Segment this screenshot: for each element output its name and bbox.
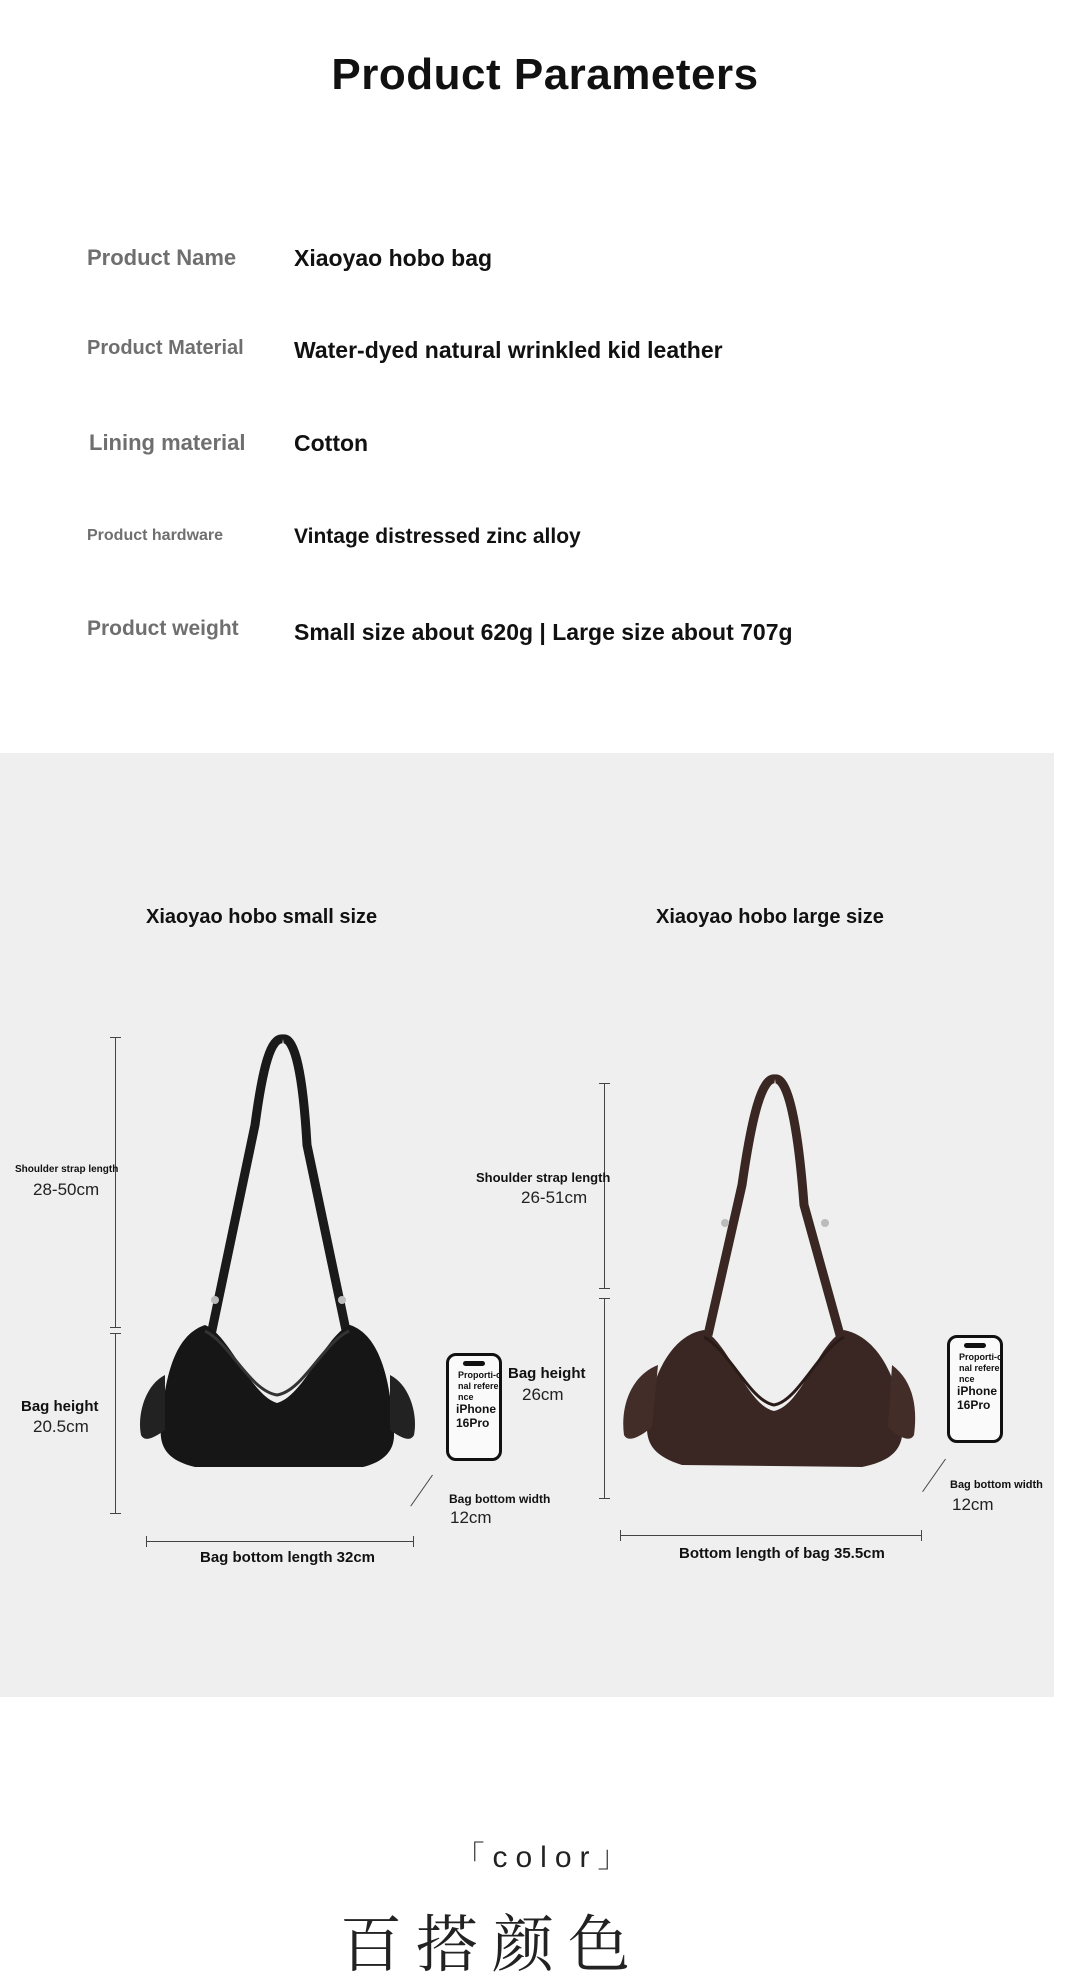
tick [413, 1536, 414, 1547]
small-width-value: 12cm [450, 1508, 492, 1527]
param-label: Product weight [87, 617, 239, 640]
tick [110, 1327, 121, 1328]
color-heading: 「color」 [454, 1841, 636, 1874]
width-dimension-line [922, 1459, 946, 1492]
small-phone-height-label: Bag height [508, 1365, 586, 1382]
small-strap-label: Shoulder strap length [15, 1164, 119, 1175]
length-dimension-line [620, 1535, 922, 1536]
large-width-label: Bag bottom width [950, 1479, 1043, 1491]
large-size-title: Xiaoyao hobo large size [656, 906, 884, 928]
large-length-label: Bottom length of bag 35.5cm [679, 1545, 885, 1562]
small-bag-image [135, 1035, 420, 1475]
large-strap-value: 26-51cm [521, 1188, 588, 1207]
param-row-weight [0, 617, 1054, 657]
param-row-hardware [0, 525, 1054, 565]
small-height-label: Bag height [21, 1398, 99, 1415]
param-value: Cotton [294, 430, 369, 456]
width-dimension-line [410, 1475, 433, 1507]
param-row-name [0, 245, 1054, 285]
param-row-material [0, 337, 1054, 377]
phone-ref-text: Proporti-onal reference [959, 1352, 1003, 1384]
phone-ref-text: Proporti-onal reference [458, 1370, 502, 1402]
length-dimension-line [146, 1541, 414, 1542]
param-row-lining [0, 430, 1054, 470]
tick [110, 1513, 121, 1514]
color-heading-cn: 百搭颜色 [340, 1908, 645, 1981]
size-section [0, 753, 1054, 1697]
phone-reference-large [947, 1335, 1003, 1443]
small-size-title: Xiaoyao hobo small size [146, 906, 378, 928]
param-label: Lining material [89, 430, 246, 455]
small-width-label: Bag bottom width [449, 1492, 551, 1506]
tick [110, 1037, 121, 1038]
tick [599, 1083, 610, 1084]
param-value: Xiaoyao hobo bag [294, 245, 493, 271]
param-value: Water-dyed natural wrinkled kid leather [294, 337, 723, 363]
height-dimension-line [115, 1333, 116, 1513]
phone-model-text: iPhone 16Pro [456, 1402, 497, 1430]
tick [599, 1498, 610, 1499]
param-value: Vintage distressed zinc alloy [294, 525, 581, 548]
page-title: Product Parameters [331, 50, 759, 99]
phone-notch [964, 1343, 986, 1348]
param-label: Product Name [87, 245, 237, 270]
tick [146, 1536, 147, 1547]
tick [599, 1298, 610, 1299]
phone-notch [463, 1361, 485, 1366]
large-bag-image [612, 1075, 922, 1515]
phone-model-text: iPhone 16Pro [957, 1384, 998, 1412]
large-width-value: 12cm [952, 1495, 994, 1514]
height-dimension-line [604, 1298, 605, 1498]
param-label: Product hardware [87, 527, 224, 544]
param-value: Small size about 620g | Large size about 707g [294, 619, 793, 645]
tick [110, 1333, 121, 1334]
large-strap-label: Shoulder strap length [476, 1170, 611, 1185]
small-height-value: 20.5cm [33, 1417, 89, 1436]
strap-dimension-line [604, 1083, 605, 1288]
tick [599, 1288, 610, 1289]
small-length-label: Bag bottom length 32cm [200, 1549, 376, 1566]
tick [921, 1530, 922, 1541]
strap-dimension-line [115, 1037, 116, 1327]
small-strap-value: 28-50cm [33, 1180, 100, 1199]
small-phone-height-value: 26cm [522, 1385, 564, 1404]
param-label: Product Material [87, 337, 244, 359]
phone-reference-small [446, 1353, 502, 1461]
tick [620, 1530, 621, 1541]
